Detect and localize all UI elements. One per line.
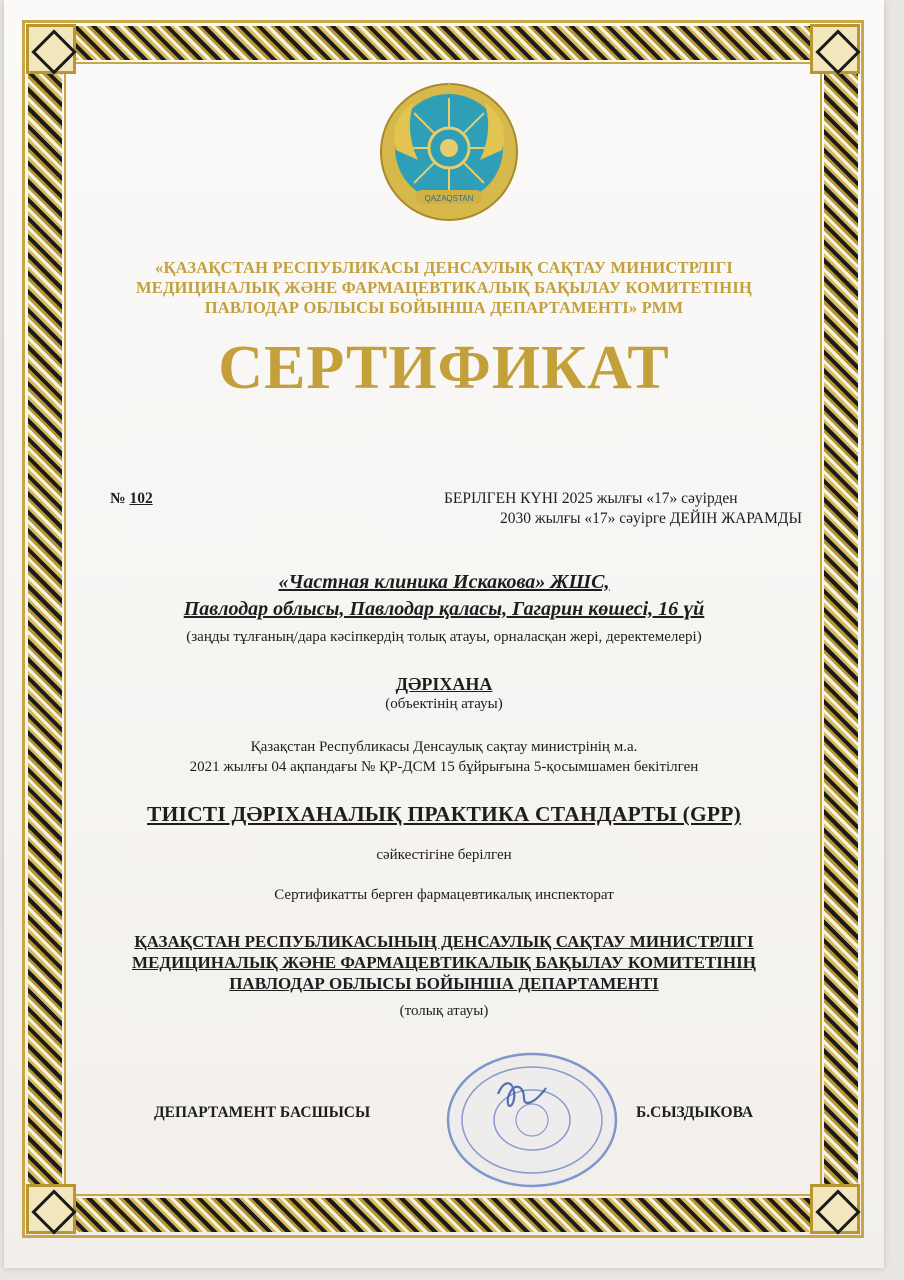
object-name: ДӘРІХАНА xyxy=(395,674,493,694)
compliance-text: сәйкестігіне берілген xyxy=(376,847,512,863)
department-line: ПАВЛОДАР ОБЛЫСЫ БОЙЫНША ДЕПАРТАМЕНТІ xyxy=(229,974,659,993)
department-block xyxy=(4,931,884,994)
number-label: № xyxy=(110,490,126,507)
validity-line: БЕРІЛГЕН КҮНІ 2025 жылғы «17» сәуірден xyxy=(444,490,738,507)
order-line: 2021 жылғы 04 ақпандағы № ҚР-ДСМ 15 бұйрығына 5-қосымшамен бекітілген xyxy=(189,759,699,775)
certificate-number xyxy=(110,490,153,508)
object-caption: (объектінің атауы) xyxy=(385,696,503,712)
issuer-heading-line: ПАВЛОДАР ОБЛЫСЫ БОЙЫНША ДЕПАРТАМЕНТІ» РММ xyxy=(204,298,684,317)
standard-text: ТИІСТІ ДӘРІХАНАЛЫҚ ПРАКТИКА СТАНДАРТЫ (GPP) xyxy=(147,802,741,826)
state-emblem-icon xyxy=(374,80,524,230)
validity-line: 2030 жылғы «17» сәуірге ДЕЙІН ЖАРАМДЫ xyxy=(500,510,802,527)
certificate-sheet xyxy=(4,0,884,1268)
signatory-name: Б.СЫЗДЫКОВА xyxy=(636,1104,754,1121)
certificate-title: СЕРТИФИКАТ xyxy=(218,334,670,402)
order-line: Қазақстан Республикасы Денсаулық сақтау министрінің м.а. xyxy=(250,739,638,755)
issuer-heading xyxy=(4,258,884,318)
issuer-heading-line: МЕДИЦИНАЛЫҚ ЖӘНЕ ФАРМАЦЕВТИКАЛЫҚ БАҚЫЛАУ КОМИТЕТІНІҢ xyxy=(136,278,752,297)
organization-block xyxy=(4,569,884,623)
order-reference xyxy=(4,737,884,777)
official-stamp-icon xyxy=(442,1048,622,1190)
organization-caption: (заңды тұлғаның/дара кәсіпкердің толық атауы, орналасқан жері, деректемелері) xyxy=(186,629,702,645)
corner-ornament xyxy=(810,24,860,74)
inspectorate-intro: Сертификатты берген фармацевтикалық инспекторат xyxy=(274,887,614,903)
emblem-caption: QAZAQSTAN xyxy=(424,194,474,203)
corner-ornament xyxy=(26,1184,76,1234)
organization-address: Павлодар облысы, Павлодар қаласы, Гагарин көшесі, 16 үй xyxy=(183,598,705,620)
validity-period xyxy=(444,489,804,529)
organization-name: «Частная клиника Искакова» ЖШС, xyxy=(278,571,610,593)
corner-ornament xyxy=(810,1184,860,1234)
department-line: ҚАЗАҚСТАН РЕСПУБЛИКАСЫНЫҢ ДЕНСАУЛЫҚ САҚТАУ МИНИСТРЛІГІ xyxy=(134,932,754,951)
number-value: 102 xyxy=(129,490,153,507)
department-line: МЕДИЦИНАЛЫҚ ЖӘНЕ ФАРМАЦЕВТИКАЛЫҚ БАҚЫЛАУ КОМИТЕТІНІҢ xyxy=(132,953,756,972)
issuer-heading-line: «ҚАЗАҚСТАН РЕСПУБЛИКАСЫ ДЕНСАУЛЫҚ САҚТАУ МИНИСТРЛІГІ xyxy=(155,258,733,277)
signatory-position: ДЕПАРТАМЕНТ БАСШЫСЫ xyxy=(154,1104,371,1121)
department-caption: (толық атауы) xyxy=(399,1003,489,1019)
corner-ornament xyxy=(26,24,76,74)
standard-name xyxy=(4,802,884,827)
